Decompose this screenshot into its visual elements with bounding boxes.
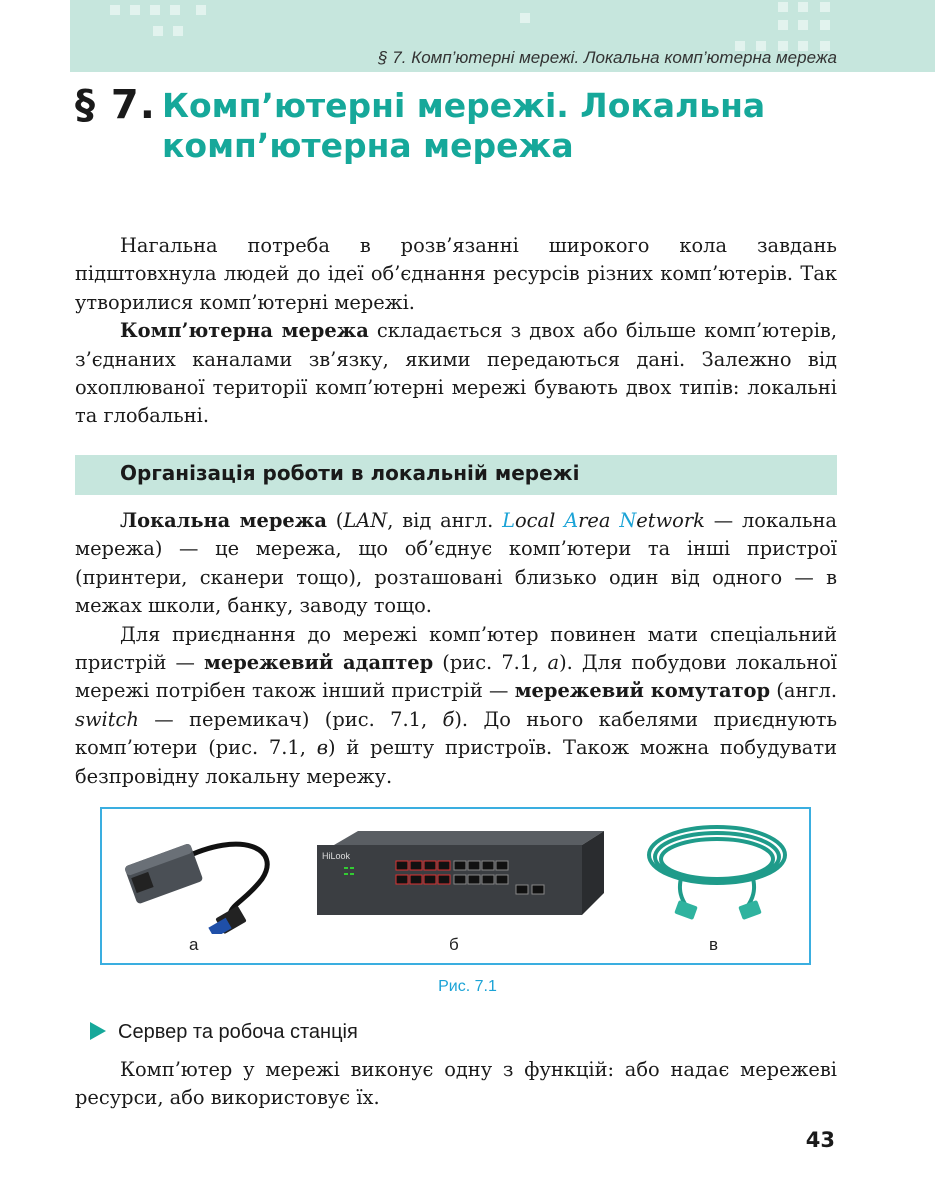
triangle-bullet-icon — [90, 1022, 106, 1040]
intro-paragraph-2: Комп’ютерна мережа складається з двох або більше комп’ютерів, з’єднаних каналами зв’язку, якими передаються дані. Залежно від охоплюваної території комп’ютерні мережі бувають двох типів: локальні та глобальні. — [75, 319, 837, 428]
chapter-title-line-1: Комп’ютерні мережі. Локальна — [162, 86, 766, 125]
term-network-switch: мережевий комутатор — [514, 679, 771, 703]
page-number: 43 — [805, 1128, 835, 1152]
term-network-adapter: мережевий адаптер — [204, 651, 434, 675]
section-text — [75, 507, 837, 791]
section-paragraph-2: Для приєднання до мережі комп’ютер повинен мати спеціальний пристрій — мережевий адаптер (рис. 7.1, а). Для побудови локальної мережі потрібен також інший пристрій — мережевий комутатор (англ. switch — перемикач) (рис. 7.1, б). До нього кабелями приєднують комп’ютери (рис. 7.1, в) й решту пристроїв. Також можна побудувати безпровідну локальну мережу. — [75, 622, 838, 788]
network-switch-image — [314, 823, 604, 927]
term-local-network: Локальна мережа — [120, 509, 327, 532]
figure-7-1 — [100, 807, 811, 965]
intro-text — [75, 232, 837, 431]
chapter-title-line-2: комп’ютерна мережа — [162, 126, 574, 165]
term-computer-network: Комп’ютерна мережа — [120, 319, 369, 343]
network-cable-image — [642, 815, 792, 933]
network-adapter-image — [122, 819, 272, 934]
running-head: § 7. Комп’ютерні мережі. Локальна комп’ютерна мережа — [378, 48, 837, 67]
figure-label-c: в — [709, 935, 719, 954]
switch-logo: HiLook — [322, 851, 351, 861]
subsection-heading-text: Сервер та робоча станція — [118, 1021, 358, 1043]
subsection-paragraph-1: Комп’ютер у мережі виконує одну з функцій: або надає мережеві ресурси, або використовує їх. — [75, 1058, 837, 1110]
subsection-text — [75, 1056, 837, 1113]
figure-label-b: б — [449, 935, 459, 954]
intro-paragraph-1: Нагальна потреба в розв’язанні широкого кола завдань підштовхнула людей до ідеї об’єднання ресурсів різних комп’ютерів. Так утворилися комп’ютерні мережі. — [75, 234, 837, 314]
chapter-number: § 7. — [75, 82, 156, 128]
section-paragraph-1: Локальна мережа (LAN, від англ. Local Area Network — локальна мережа) — це мережа, що об’єднує комп’ютери та інші пристрої (принтери, сканери тощо), розташовані близько один від одного — в межах школи, банку, заводу тощо. — [75, 509, 837, 618]
subsection-heading — [90, 1021, 358, 1044]
figure-label-a: а — [189, 935, 199, 954]
figure-caption: Рис. 7.1 — [438, 978, 497, 995]
chapter-title-text — [162, 86, 765, 166]
section-heading-band — [75, 455, 837, 495]
section-heading: Організація роботи в локальній мережі — [120, 461, 580, 485]
